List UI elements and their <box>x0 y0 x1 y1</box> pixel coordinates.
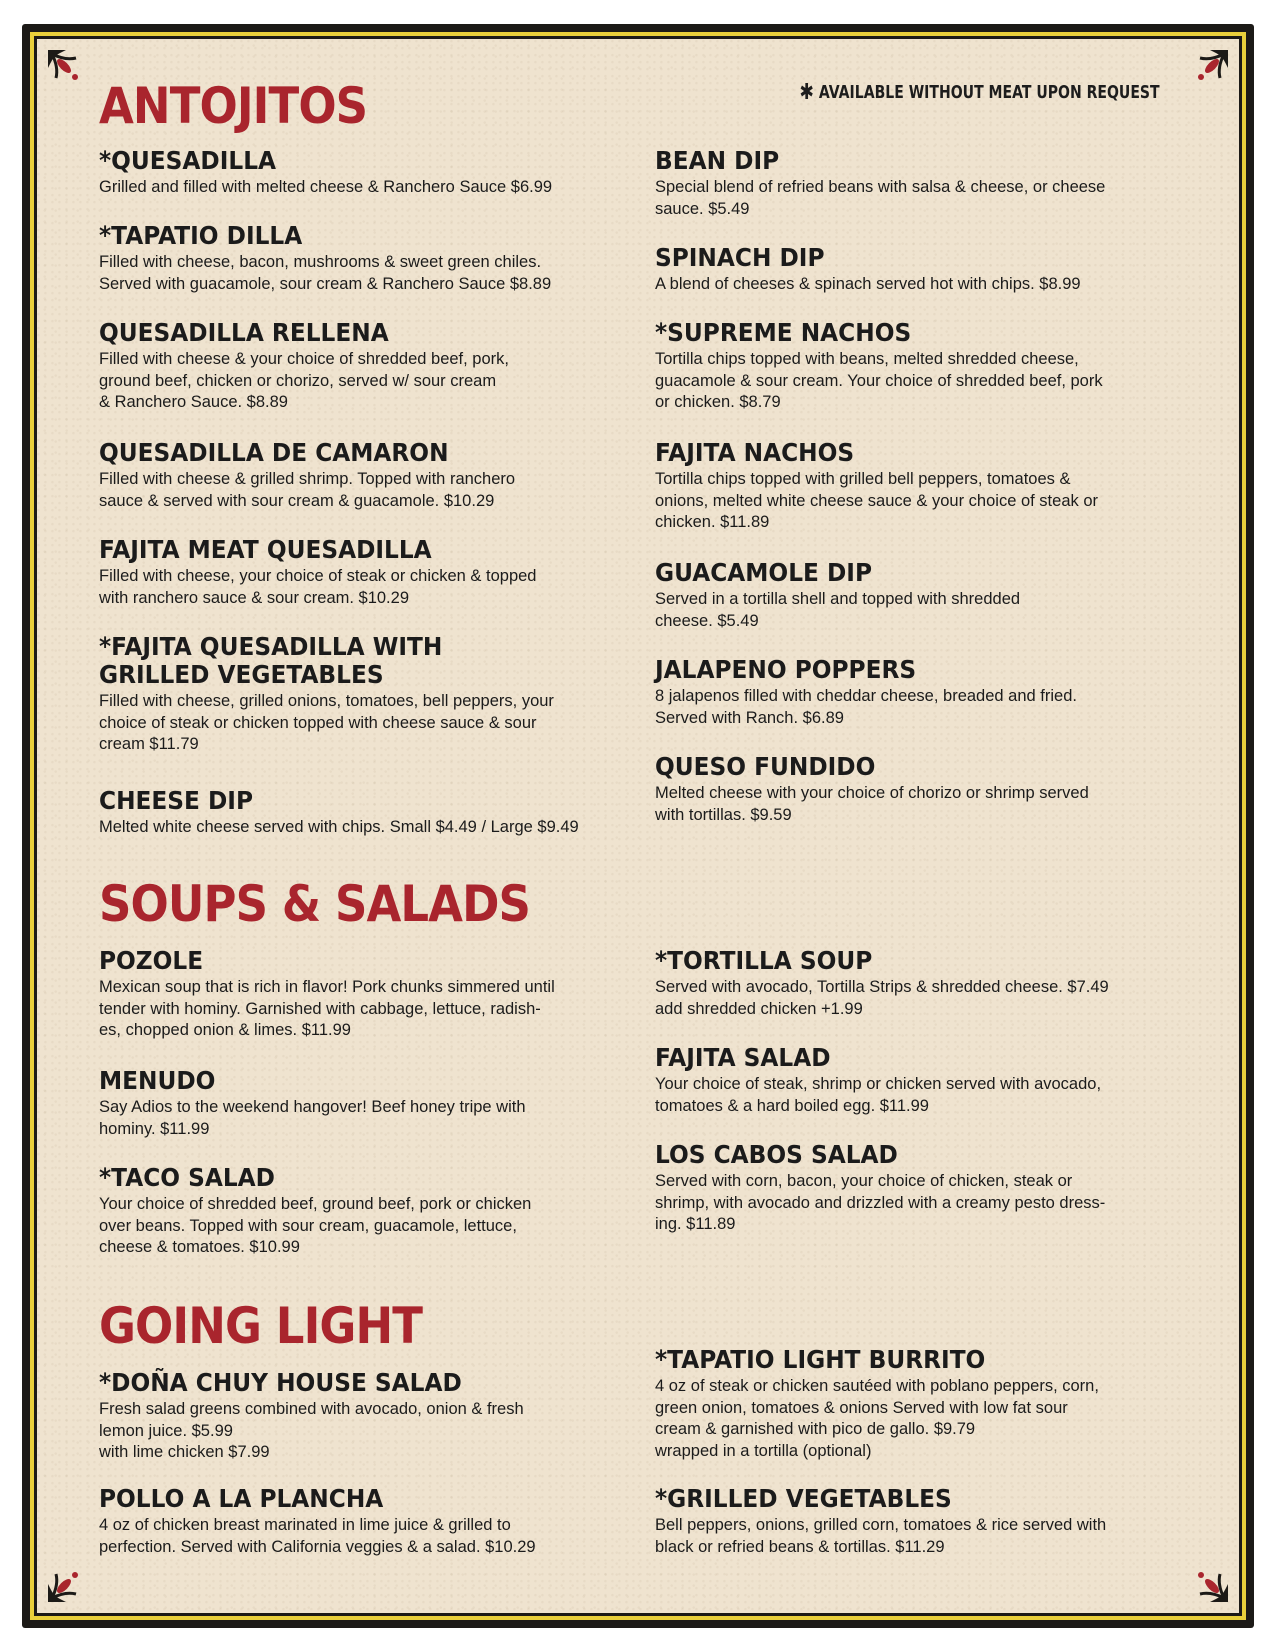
menu-item <box>99 633 599 756</box>
item-description: Filled with cheese & grilled shrimp. Topped with ranchero sauce & served with sour cream & guacamole. $10.29 <box>99 470 516 510</box>
item-description: Melted white cheese served with chips. Small $4.49 / Large $9.49 <box>99 818 579 836</box>
item-name: *QUESADILLA <box>99 146 277 175</box>
item-description: Served with corn, bacon, your choice of chicken, steak or shrimp, with avocado and drizzled with a creamy pesto dress- ing. $11.89 <box>655 1172 1106 1233</box>
menu-item <box>655 753 1155 826</box>
item-name: *TAPATIO LIGHT BURRITO <box>655 1345 986 1374</box>
item-description: Filled with cheese & your choice of shredded beef, pork, ground beef, chicken or chorizo, served w/ sour cream & Ranchero Sauce. $8.89 <box>99 350 509 411</box>
item-name: *TORTILLA SOUP <box>655 946 873 975</box>
corner-ornament-icon <box>1182 1556 1234 1608</box>
section-title-going-light: GOING LIGHT <box>99 1297 423 1355</box>
item-description: Served with avocado, Tortilla Strips & shredded cheese. $7.49 add shredded chicken +1.99 <box>655 978 1109 1018</box>
item-description: Fresh salad greens combined with avocado, onion & fresh lemon juice. $5.99 with lime chicken $7.99 <box>99 1400 524 1461</box>
item-description: Filled with cheese, bacon, mushrooms & sweet green chiles. Served with guacamole, sour cream & Ranchero Sauce $8.89 <box>99 253 552 293</box>
menu-item <box>99 439 599 512</box>
menu-item <box>655 244 1155 296</box>
item-name: JALAPENO POPPERS <box>655 655 917 684</box>
menu-item <box>655 656 1155 729</box>
menu-item <box>99 1067 599 1140</box>
menu-item <box>655 1044 1155 1117</box>
item-description: Melted cheese with your choice of chorizo or shrimp served with tortillas. $9.59 <box>655 784 1089 824</box>
menu-item <box>99 319 599 414</box>
item-name: GUACAMOLE DIP <box>655 558 872 587</box>
menu-item <box>655 1141 1155 1236</box>
menu-item <box>99 1485 599 1558</box>
menu-item <box>99 947 599 1042</box>
item-name: FAJITA NACHOS <box>655 438 855 467</box>
meatless-note <box>800 80 1160 105</box>
item-name: QUESO FUNDIDO <box>655 752 876 781</box>
item-name: MENUDO <box>99 1066 216 1095</box>
menu-item <box>655 439 1155 534</box>
section-title-antojitos: ANTOJITOS <box>99 77 368 135</box>
item-description: Filled with cheese, grilled onions, tomatoes, bell peppers, your choice of steak or chicken topped with cheese sauce & sour cream $11.79 <box>99 692 554 753</box>
item-description: Special blend of refried beans with salsa & cheese, or cheese sauce. $5.49 <box>655 178 1106 218</box>
item-description: Grilled and filled with melted cheese & Ranchero Sauce $6.99 <box>99 178 553 196</box>
item-name: QUESADILLA DE CAMARON <box>99 438 449 467</box>
menu-item <box>655 147 1155 220</box>
item-name: CHEESE DIP <box>99 786 254 815</box>
item-name: POLLO A LA PLANCHA <box>99 1484 384 1513</box>
item-description: Tortilla chips topped with grilled bell peppers, tomatoes & onions, melted white cheese sauce & your choice of steak or chicken. $11.89 <box>655 470 1098 531</box>
menu-item <box>99 1369 599 1464</box>
item-name: *FAJITA QUESADILLA WITH GRILLED VEGETABLES <box>99 632 443 689</box>
item-name: POZOLE <box>99 946 204 975</box>
menu-item <box>655 559 1155 632</box>
menu-item <box>655 1485 1155 1558</box>
item-description: Say Adios to the weekend hangover! Beef honey tripe with hominy. $11.99 <box>99 1098 526 1138</box>
item-description: Your choice of steak, shrimp or chicken served with avocado, tomatoes & a hard boiled egg. $11.99 <box>655 1075 1102 1115</box>
item-name: *TACO SALAD <box>99 1163 275 1192</box>
section-title-soups-salads: SOUPS & SALADS <box>99 875 531 933</box>
asterisk-icon: ✱ <box>799 80 815 105</box>
menu-item <box>655 1346 1155 1462</box>
meatless-note-text: AVAILABLE WITHOUT MEAT UPON REQUEST <box>819 82 1160 103</box>
item-name: *SUPREME NACHOS <box>655 318 912 347</box>
item-description: Your choice of shredded beef, ground beef, pork or chicken over beans. Topped with sour cream, guacamole, lettuce, cheese & tomatoes. $10.99 <box>99 1195 532 1256</box>
item-description: Served in a tortilla shell and topped with shredded cheese. $5.49 <box>655 590 1021 630</box>
item-name: LOS CABOS SALAD <box>655 1140 898 1169</box>
item-name: SPINACH DIP <box>655 243 825 272</box>
item-description: Mexican soup that is rich in flavor! Pork chunks simmered until tender with hominy. Garnished with cabbage, lettuce, radish- es, chopped onion & limes. $11.99 <box>99 978 555 1039</box>
item-name: *DOÑA CHUY HOUSE SALAD <box>99 1368 462 1397</box>
item-description: 4 oz of chicken breast marinated in lime juice & grilled to perfection. Served with California veggies & a salad. $10.29 <box>99 1516 536 1556</box>
item-name: BEAN DIP <box>655 146 780 175</box>
menu-item <box>99 787 599 839</box>
corner-ornament-icon <box>42 1556 94 1608</box>
item-description: A blend of cheeses & spinach served hot with chips. $8.99 <box>655 275 1081 293</box>
menu-item <box>655 319 1155 414</box>
menu-item <box>655 947 1155 1020</box>
menu-item <box>99 1164 599 1259</box>
menu-item <box>99 147 599 199</box>
item-description: Bell peppers, onions, grilled corn, tomatoes & rice served with black or refried beans & tortillas. $11.29 <box>655 1516 1107 1556</box>
item-name: *GRILLED VEGETABLES <box>655 1484 952 1513</box>
item-description: 4 oz of steak or chicken sautéed with poblano peppers, corn, green onion, tomatoes & onions Served with low fat sour cream & garnished with pico de gallo. $9.79 wrapped in a tortilla (optional) <box>655 1377 1099 1460</box>
menu-item <box>99 536 599 609</box>
item-name: FAJITA MEAT QUESADILLA <box>99 535 432 564</box>
item-name: FAJITA SALAD <box>655 1043 831 1072</box>
item-description: 8 jalapenos filled with cheddar cheese, breaded and fried. Served with Ranch. $6.89 <box>655 687 1077 727</box>
item-description: Filled with cheese, your choice of steak or chicken & topped with ranchero sauce & sour cream. $10.29 <box>99 567 537 607</box>
menu-item <box>99 222 599 295</box>
corner-ornament-icon <box>1182 44 1234 96</box>
item-name: QUESADILLA RELLENA <box>99 318 389 347</box>
item-name: *TAPATIO DILLA <box>99 221 303 250</box>
item-description: Tortilla chips topped with beans, melted shredded cheese, guacamole & sour cream. Your choice of shredded beef, pork or chicken. $8.79 <box>655 350 1103 411</box>
corner-ornament-icon <box>42 44 94 96</box>
